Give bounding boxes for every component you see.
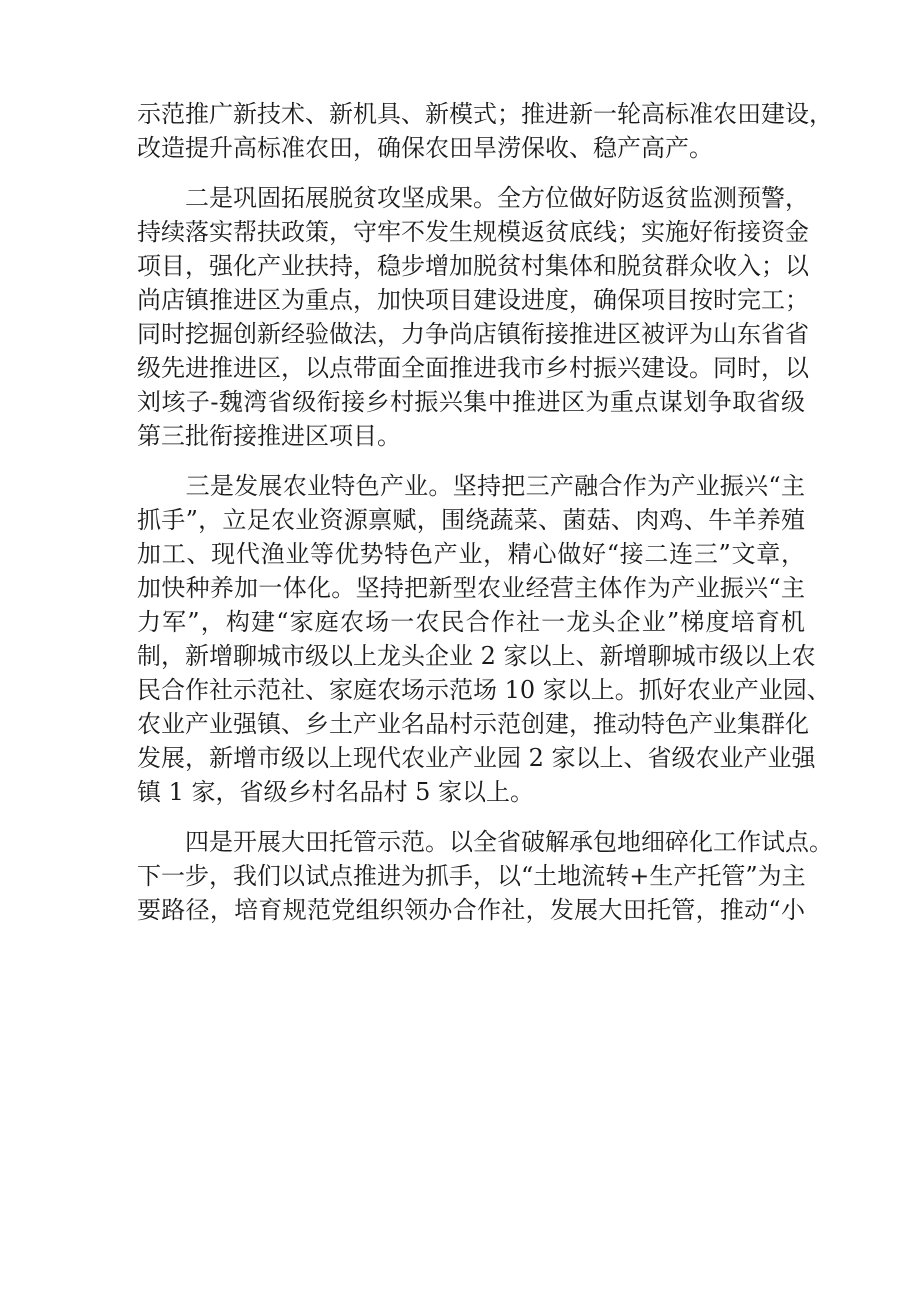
text-line: 制，新增聊城市级以上龙头企业 2 家以上、新增聊城市级以上农 <box>137 642 816 670</box>
text-line: 发展，新增市级以上现代农业产业园 2 家以上、省级农业产业强 <box>137 744 816 772</box>
text-line: 示范推广新技术、新机具、新模式；推进新一轮高标准农田建设， <box>137 100 833 128</box>
text-line: 同时挖掘创新经验做法，力争尚店镇衔接推进区被评为山东省省 <box>137 320 809 348</box>
text-line: 农业产业强镇、乡土产业名品村示范创建，推动特色产业集群化 <box>137 710 809 738</box>
text-line: 第三批衔接推进区项目。 <box>137 422 401 450</box>
text-line: 级先进推进区，以点带面全面推进我市乡村振兴建设。同时，以 <box>137 354 809 382</box>
text-line: 四是开展大田托管示范。以全省破解承包地细碎化工作试点。 <box>137 828 833 856</box>
paragraph-intro-continuation <box>137 97 833 165</box>
paragraph-field-trusteeship <box>137 825 833 927</box>
text-line: 要路径，培育规范党组织领办合作社，发展大田托管，推动“小 <box>137 896 805 924</box>
document-body <box>137 97 833 927</box>
text-line: 二是巩固拓展脱贫攻坚成果。全方位做好防返贫监测预警， <box>137 184 809 212</box>
text-line: 抓手”，立足农业资源禀赋，围绕蔬菜、菌菇、肉鸡、牛羊养殖 <box>137 506 805 534</box>
text-line: 加工、现代渔业等优势特色产业，精心做好“接二连三”文章， <box>137 540 805 568</box>
text-line: 民合作社示范社、家庭农场示范场 10 家以上。抓好农业产业园、 <box>137 676 831 704</box>
text-line: 三是发展农业特色产业。坚持把三产融合作为产业振兴“主 <box>137 472 805 500</box>
text-line: 力军”，构建“家庭农场一农民合作社一龙头企业”梯度培育机 <box>137 608 805 636</box>
text-line: 镇 1 家，省级乡村名品村 5 家以上。 <box>137 778 535 806</box>
paragraph-poverty-alleviation <box>137 181 809 453</box>
text-line: 改造提升高标准农田，确保农田旱涝保收、稳产高产。 <box>137 134 713 162</box>
text-line: 尚店镇推进区为重点，加快项目建设进度，确保项目按时完工； <box>137 286 809 314</box>
text-line: 项目，强化产业扶持，稳步增加脱贫村集体和脱贫群众收入；以 <box>137 252 809 280</box>
text-line: 刘垓子-魏湾省级衔接乡村振兴集中推进区为重点谋划争取省级 <box>137 388 805 416</box>
text-line: 加快种养加一体化。坚持把新型农业经营主体作为产业振兴“主 <box>137 574 805 602</box>
text-line: 持续落实帮扶政策，守牢不发生规模返贫底线；实施好衔接资金 <box>137 218 809 246</box>
text-line: 下一步，我们以试点推进为抓手，以“土地流转+生产托管”为主 <box>137 862 806 890</box>
paragraph-specialty-industry <box>137 469 831 809</box>
